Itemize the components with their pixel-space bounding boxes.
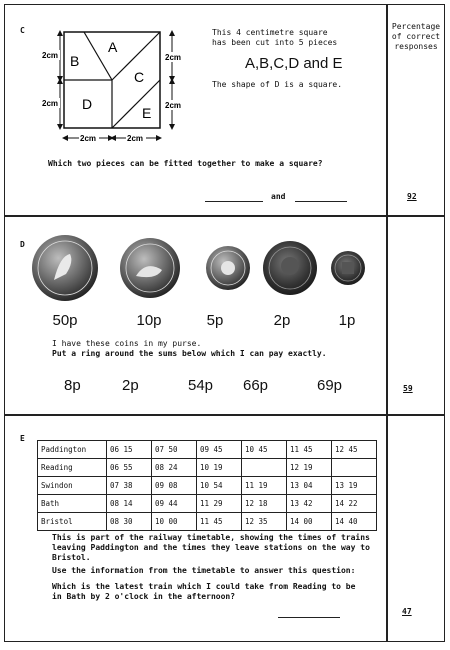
departure-time-cell [242,459,287,477]
dim-right-bottom: 2cm [165,101,182,110]
departure-time-cell: 07 38 [107,477,152,495]
dim-left-top: 2cm [42,51,59,60]
section-divider-d-e [5,414,444,416]
departure-time-cell: 12 45 [332,441,377,459]
section-e-letter: E [20,434,25,443]
sum-option-2p[interactable]: 2p [122,377,139,394]
piece-label-d: D [82,96,93,112]
section-c-question: Which two pieces can be fitted together to make a square? [48,159,323,168]
departure-time-cell: 12 35 [242,513,287,531]
departure-time-cell: 14 00 [287,513,332,531]
section-c-letter: C [20,26,25,35]
answer-blank-train[interactable] [278,617,340,618]
departure-time-cell: 08 30 [107,513,152,531]
departure-time-cell: 08 14 [107,495,152,513]
section-c-intro: This 4 centimetre square has been cut into 5 pieces [212,28,338,47]
coin-10p-image [120,238,180,298]
departure-time-cell: 13 04 [287,477,332,495]
section-d-percent: 59 [403,384,413,393]
section-divider-c-d [5,215,444,217]
station-name-cell: Reading [38,459,107,477]
piece-label-a: A [108,39,118,55]
station-name-cell: Bristol [38,513,107,531]
departure-time-cell: 11 19 [242,477,287,495]
coin-label-1p: 1p [338,312,356,329]
section-c-percent: 92 [407,192,417,201]
section-d-letter: D [20,240,25,249]
column-divider [386,5,388,641]
pieces-list: A,B,C,D and E [245,55,343,72]
square-pieces-figure [24,24,194,174]
coin-label-2p: 2p [273,312,291,329]
departure-time-cell: 13 42 [287,495,332,513]
coins-row [30,228,370,308]
coin-5p-image [206,246,250,290]
and-label: and [271,192,286,201]
shape-note: The shape of D is a square. [212,80,343,89]
departure-time-cell: 11 45 [197,513,242,531]
departure-time-cell: 06 55 [107,459,152,477]
coin-2p-image [263,241,317,295]
piece-label-b: B [70,53,80,69]
departure-time-cell [332,459,377,477]
departure-time-cell: 07 50 [152,441,197,459]
departure-time-cell: 09 45 [197,441,242,459]
sum-option-66p[interactable]: 66p [243,377,269,394]
departure-time-cell: 09 08 [152,477,197,495]
departure-time-cell: 12 18 [242,495,287,513]
timetable-row [38,459,377,477]
coin-label-5p: 5p [206,312,224,329]
departure-time-cell: 10 45 [242,441,287,459]
section-e-percent: 47 [402,607,412,616]
departure-time-cell: 13 19 [332,477,377,495]
departure-time-cell: 11 45 [287,441,332,459]
departure-time-cell: 12 19 [287,459,332,477]
timetable-row [38,513,377,531]
dim-right-top: 2cm [165,53,182,62]
sum-option-54p[interactable]: 54p [188,377,214,394]
departure-time-cell: 10 00 [152,513,197,531]
departure-time-cell: 14 40 [332,513,377,531]
section-d-text1: I have these coins in my purse. [52,339,202,348]
coin-50p-image [32,235,98,301]
answer-blank-2[interactable] [295,201,347,202]
departure-time-cell: 06 15 [107,441,152,459]
section-e-para1: This is part of the railway timetable, showing the times of trains leaving Paddington and the times they leave stations on the way to Bristol. [52,533,370,562]
dim-left-bottom: 2cm [42,99,59,108]
section-e-para2: Use the information from the timetable to answer this question: [52,566,356,575]
departure-time-cell: 09 44 [152,495,197,513]
departure-time-cell: 14 22 [332,495,377,513]
dim-bottom-left: 2cm [80,134,97,143]
station-name-cell: Bath [38,495,107,513]
coin-label-50p: 50p [52,312,78,329]
section-d-text2: Put a ring around the sums below which I can pay exactly. [52,349,327,358]
percentage-header: Percentage of correct responses [391,22,441,51]
departure-time-cell: 11 29 [197,495,242,513]
answer-blank-1[interactable] [205,201,263,202]
departure-time-cell: 10 19 [197,459,242,477]
piece-label-c: C [134,69,145,85]
dim-bottom-right: 2cm [127,134,144,143]
station-name-cell: Swindon [38,477,107,495]
piece-label-e: E [142,105,152,121]
section-e-question: Which is the latest train which I could take from Reading to be in Bath by 2 o'clock in the afternoon? [52,582,356,601]
coin-label-10p: 10p [136,312,162,329]
timetable-row [38,495,377,513]
departure-time-cell: 08 24 [152,459,197,477]
station-name-cell: Paddington [38,441,107,459]
coin-1p-image [331,251,365,285]
departure-time-cell: 10 54 [197,477,242,495]
timetable-row [38,441,377,459]
timetable-row [38,477,377,495]
sum-option-69p[interactable]: 69p [317,377,343,394]
railway-timetable [37,440,377,531]
sum-option-8p[interactable]: 8p [64,377,81,394]
